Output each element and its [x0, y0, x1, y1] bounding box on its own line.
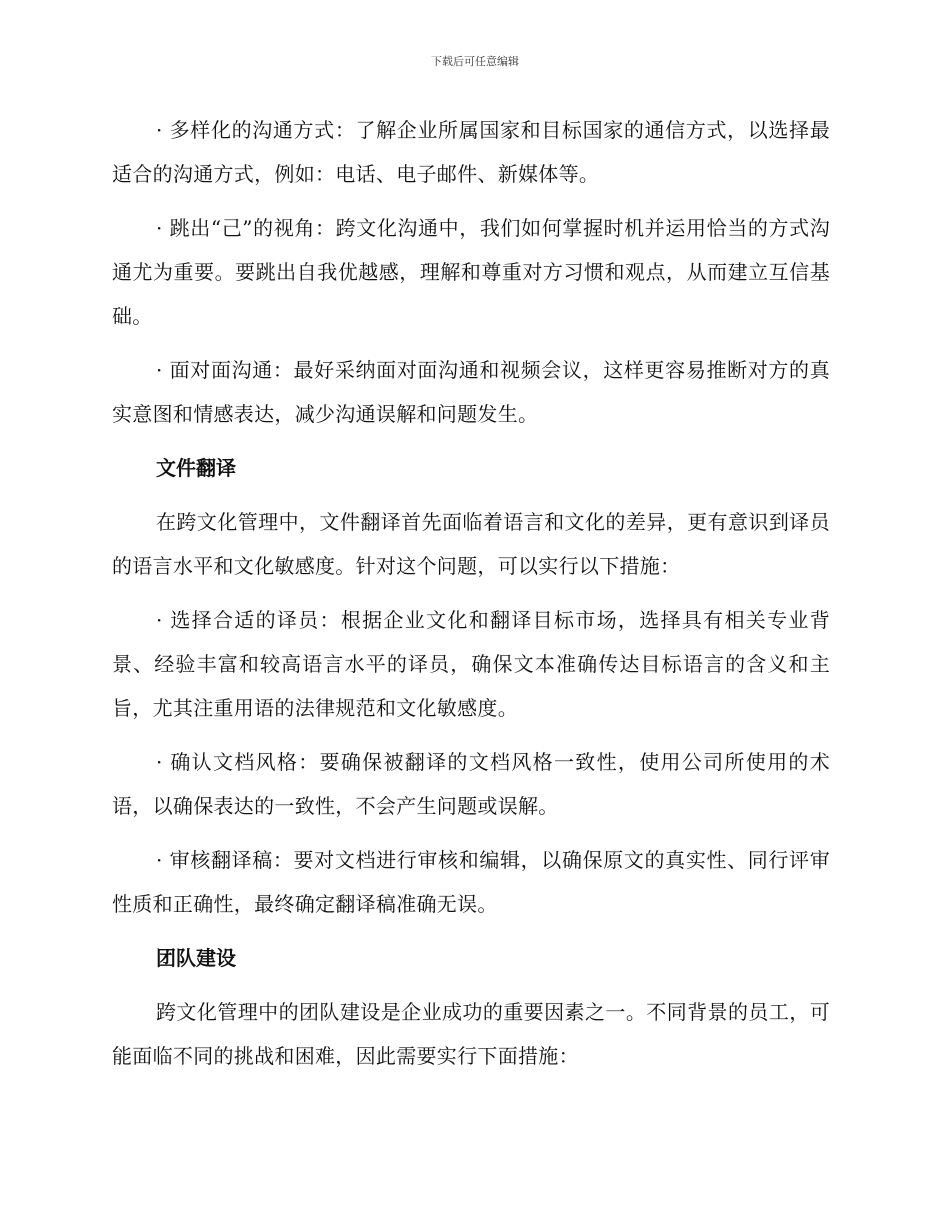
- bullet-paragraph-review-translation: · 审核翻译稿：要对文档进行审核和编辑，以确保原文的真实性、同行评审性质和正确性，最终确定翻译稿准确无误。: [112, 848, 830, 916]
- bullet-paragraph-choose-translator: · 选择合适的译员：根据企业文化和翻译目标市场，选择具有相关专业背景、经验丰富和较高语言水平的译员，确保文本准确传达目标语言的含义和主旨，尤其注重用语的法律规范和文化敏感度。: [112, 608, 830, 720]
- bullet-paragraph-document-style: · 确认文档风格：要确保被翻译的文档风格一致性，使用公司所使用的术语，以确保表达的一致性，不会产生问题或误解。: [112, 750, 830, 818]
- section-heading-document-translation: 文件翻译: [156, 456, 236, 480]
- bullet-paragraph-perspective: · 跳出“己”的视角：跨文化沟通中，我们如何掌握时机并运用恰当的方式沟通尤为重要。要跳出自我优越感，理解和尊重对方习惯和观点，从而建立互信基础。: [112, 216, 830, 328]
- document-body: [112, 108, 830, 1088]
- paragraph-translation-intro: 在跨文化管理中，文件翻译首先面临着语言和文化的差异，更有意识到译员的语言水平和文化敏感度。针对这个问题，可以实行以下措施：: [112, 510, 830, 578]
- bullet-paragraph-communication-methods: · 多样化的沟通方式：了解企业所属国家和目标国家的通信方式，以选择最适合的沟通方式，例如：电话、电子邮件、新媒体等。: [112, 118, 830, 186]
- page-header-note: 下载后可任意编辑: [431, 55, 519, 68]
- bullet-paragraph-face-to-face: · 面对面沟通：最好采纳面对面沟通和视频会议，这样更容易推断对方的真实意图和情感表达，减少沟通误解和问题发生。: [112, 358, 830, 426]
- section-heading-team-building: 团队建设: [156, 946, 236, 970]
- paragraph-team-building-intro: 跨文化管理中的团队建设是企业成功的重要因素之一。不同背景的员工，可能面临不同的挑战和困难，因此需要实行下面措施：: [112, 1000, 830, 1068]
